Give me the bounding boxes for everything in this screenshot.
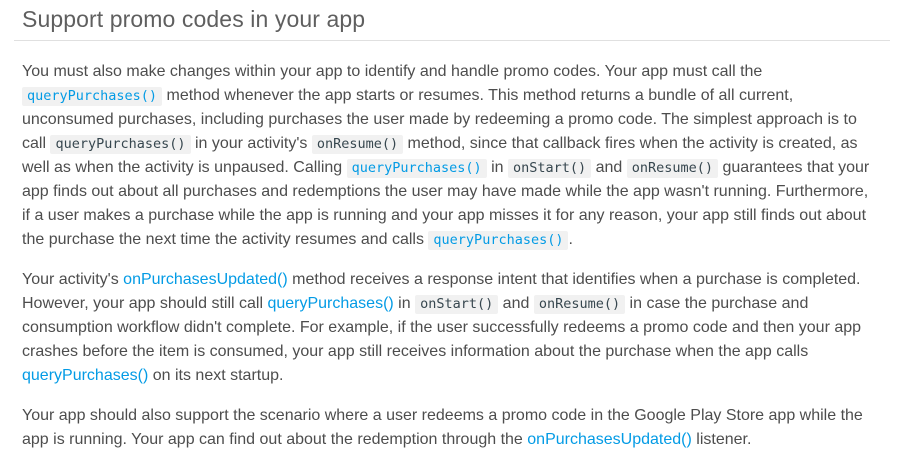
inline-code-link[interactable]: queryPurchases() bbox=[428, 231, 568, 250]
text-run: method receives a response intent that identifies when a purchase is completed. However, your app should still call bbox=[22, 271, 861, 312]
text-run: listener. bbox=[691, 431, 752, 448]
paragraph bbox=[22, 268, 878, 388]
text-run: in your activity's bbox=[190, 135, 312, 152]
text-run: guarantees that your app finds out about all purchases and redemptions the user may have made while the app wasn't running. Furthermore, if a user makes a purchase while the app is running and your app misses it for any reason, your app still finds out about the purchase the next time the activity resumes and calls bbox=[22, 159, 870, 248]
text-run: in bbox=[393, 295, 416, 312]
inline-link[interactable]: onPurchasesUpdated() bbox=[123, 271, 288, 288]
inline-link[interactable]: queryPurchases() bbox=[267, 295, 394, 312]
paragraph bbox=[22, 404, 878, 452]
inline-code: onStart() bbox=[415, 295, 498, 314]
title-divider bbox=[14, 40, 890, 41]
text-run: on its next startup. bbox=[148, 367, 284, 384]
text-run: method, since that callback fires when the activity is created, as well as when the activity is unpaused. Calling bbox=[22, 135, 858, 176]
inline-code-link[interactable]: queryPurchases() bbox=[347, 159, 487, 178]
inline-code-link[interactable]: queryPurchases() bbox=[22, 87, 162, 106]
article-body bbox=[22, 60, 878, 452]
paragraph bbox=[22, 60, 878, 252]
text-run: You must also make changes within your app to identify and handle promo codes. Your app must call the bbox=[22, 63, 763, 80]
text-run: in bbox=[486, 159, 509, 176]
inline-link[interactable]: queryPurchases() bbox=[22, 367, 149, 384]
inline-code: onResume() bbox=[534, 295, 625, 314]
text-run: in case the purchase and consumption workflow didn't complete. For example, if the user successfully redeems a promo code and then your app crashes before the item is consumed, your app still receives information about the purchase when the app calls bbox=[22, 295, 862, 360]
text-run: Your activity's bbox=[22, 271, 124, 288]
text-run: method whenever the app starts or resumes. This method returns a bundle of all current, unconsumed purchases, including purchases the user made by redeeming a promo code. The simplest approach is to call bbox=[22, 87, 857, 152]
text-run: Your app should also support the scenario where a user redeems a promo code in the Google Play Store app while the app is running. Your app can find out about the redemption through the bbox=[22, 407, 863, 448]
inline-code: onResume() bbox=[627, 159, 718, 178]
text-run: and bbox=[498, 295, 534, 312]
inline-link[interactable]: onPurchasesUpdated() bbox=[527, 431, 692, 448]
text-run: . bbox=[568, 231, 573, 248]
inline-code: queryPurchases() bbox=[50, 135, 190, 154]
inline-code: onStart() bbox=[508, 159, 591, 178]
text-run: and bbox=[591, 159, 627, 176]
page-title: Support promo codes in your app bbox=[22, 6, 366, 32]
inline-code: onResume() bbox=[312, 135, 403, 154]
